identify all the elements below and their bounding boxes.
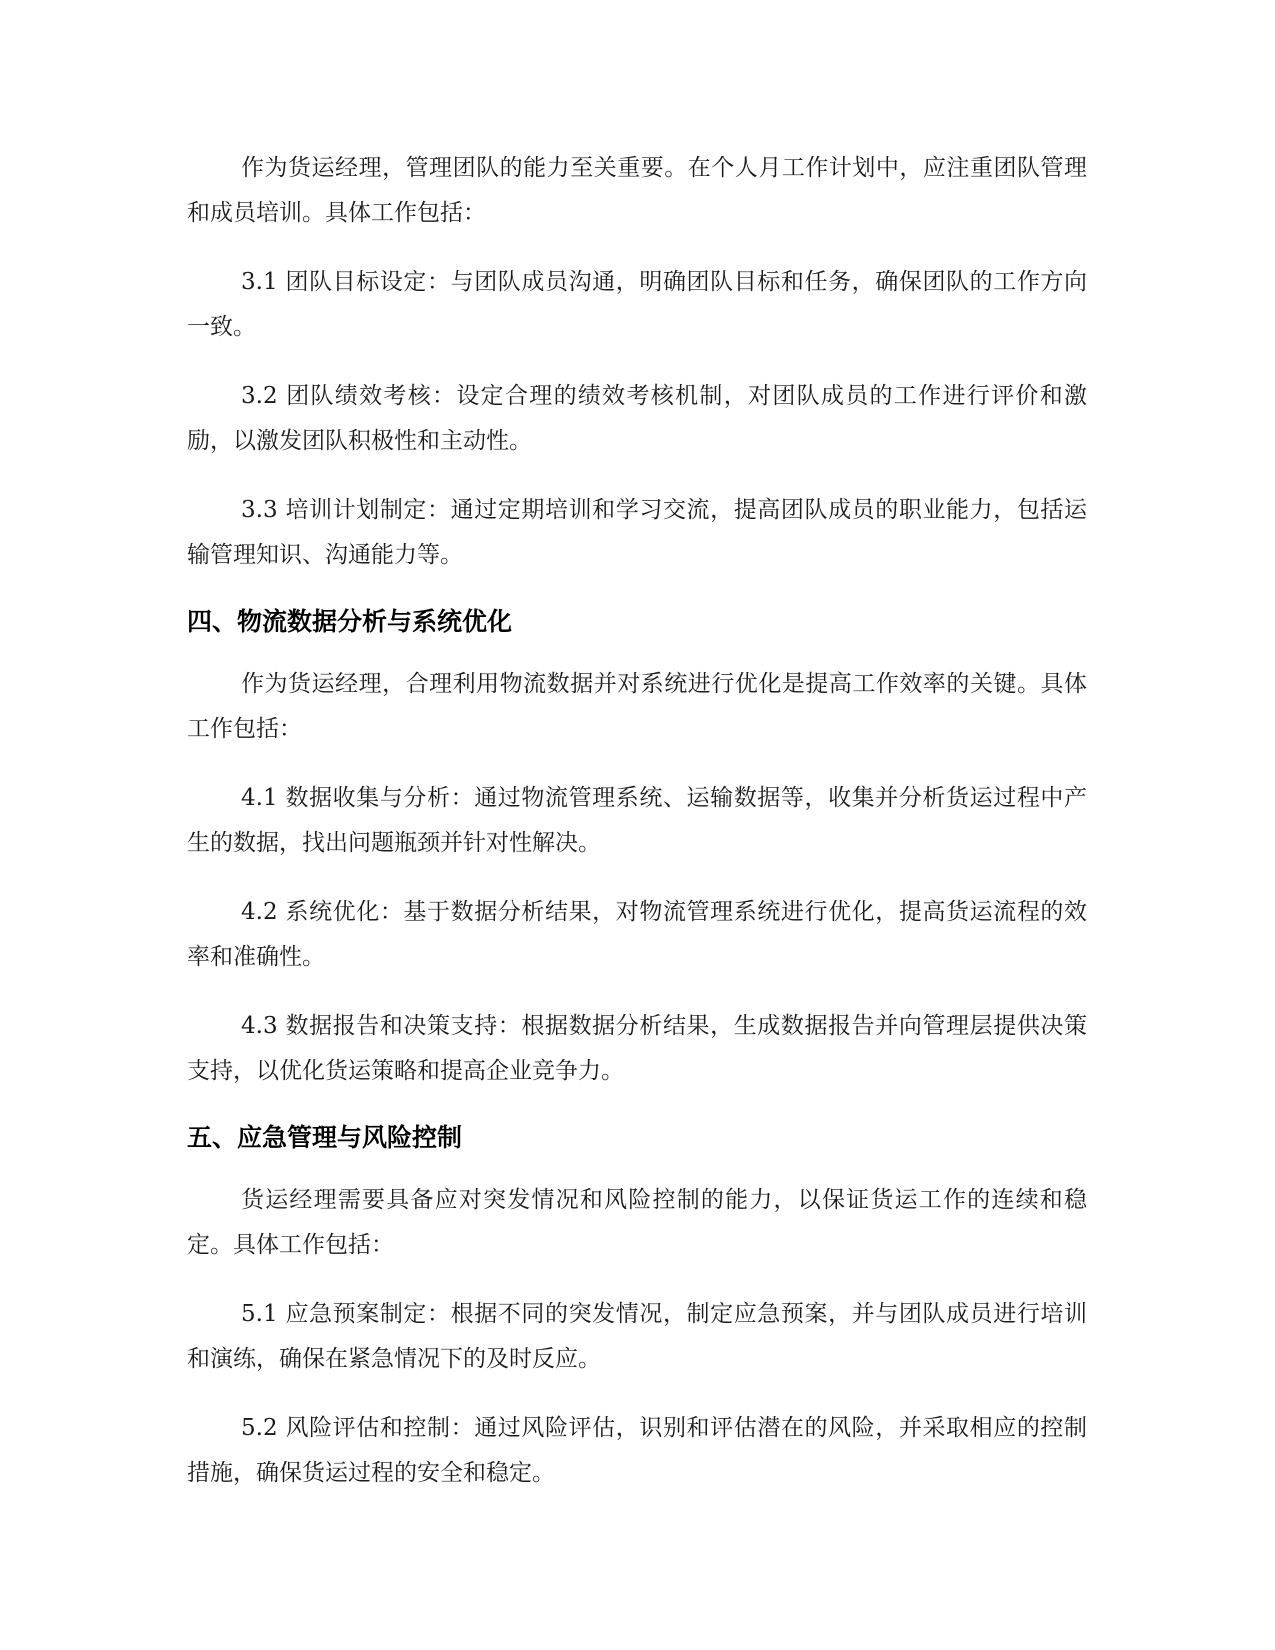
paragraph-item-4-3: 4.3 数据报告和决策支持：根据数据分析结果，生成数据报告并向管理层提供决策支持，以优化货运策略和提高企业竞争力。 (187, 1013, 1087, 1084)
paragraph-item-4-1: 4.1 数据收集与分析：通过物流管理系统、运输数据等，收集并分析货运过程中产生的数据，找出问题瓶颈并针对性解决。 (187, 785, 1087, 856)
paragraph-intro-team-management: 作为货运经理，管理团队的能力至关重要。在个人月工作计划中，应注重团队管理和成员培训。具体工作包括： (187, 155, 1087, 226)
paragraph-item-3-2: 3.2 团队绩效考核：设定合理的绩效考核机制，对团队成员的工作进行评价和激励，以激发团队积极性和主动性。 (187, 383, 1087, 454)
paragraph-intro-risk-control: 货运经理需要具备应对突发情况和风险控制的能力，以保证货运工作的连续和稳定。具体工作包括： (187, 1187, 1087, 1258)
section-4-heading: 四、物流数据分析与系统优化 (187, 607, 513, 636)
paragraph-item-3-3: 3.3 培训计划制定：通过定期培训和学习交流，提高团队成员的职业能力，包括运输管理知识、沟通能力等。 (187, 497, 1087, 568)
paragraph-item-5-1: 5.1 应急预案制定：根据不同的突发情况，制定应急预案，并与团队成员进行培训和演练，确保在紧急情况下的及时反应。 (187, 1301, 1087, 1372)
document-body (187, 146, 1087, 1520)
paragraph-intro-data-analysis: 作为货运经理，合理利用物流数据并对系统进行优化是提高工作效率的关键。具体工作包括： (187, 671, 1087, 742)
paragraph-item-4-2: 4.2 系统优化：基于数据分析结果，对物流管理系统进行优化，提高货运流程的效率和准确性。 (187, 899, 1087, 970)
paragraph-item-5-2: 5.2 风险评估和控制：通过风险评估，识别和评估潜在的风险，并采取相应的控制措施，确保货运过程的安全和稳定。 (187, 1415, 1087, 1486)
paragraph-item-3-1: 3.1 团队目标设定：与团队成员沟通，明确团队目标和任务，确保团队的工作方向一致。 (187, 269, 1087, 340)
section-5-heading: 五、应急管理与风险控制 (187, 1123, 463, 1152)
